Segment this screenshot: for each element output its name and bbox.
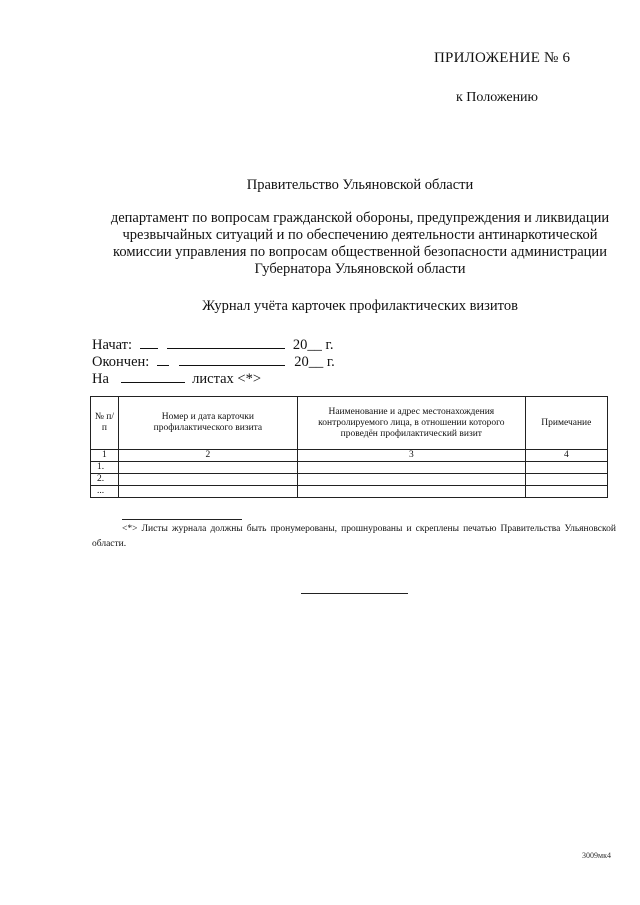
ended-field bbox=[92, 353, 335, 371]
column-number: 3 bbox=[297, 450, 525, 462]
header-note: Примечание bbox=[525, 397, 607, 450]
table-cell bbox=[297, 462, 525, 474]
table-cell bbox=[118, 474, 297, 486]
end-divider bbox=[301, 593, 408, 594]
table-row bbox=[91, 462, 608, 474]
department-line: чрезвычайных ситуаций и по обеспечению деятельности антинаркотической bbox=[122, 227, 598, 243]
table-cell bbox=[525, 474, 607, 486]
column-numbering-row bbox=[91, 450, 608, 462]
footnote-text: <*> Листы журнала должны быть пронумерованы, прошнурованы и скреплены печатью Правительства Ульяновской области. bbox=[92, 524, 616, 549]
table-row bbox=[91, 486, 608, 498]
sheets-prefix: На bbox=[92, 371, 109, 387]
table-cell bbox=[297, 486, 525, 498]
started-month-blank bbox=[167, 336, 285, 349]
table-row bbox=[91, 474, 608, 486]
journal-table bbox=[90, 396, 608, 498]
table-cell bbox=[118, 462, 297, 474]
ended-year: 20__ г. bbox=[294, 354, 335, 370]
department-name bbox=[80, 210, 640, 278]
journal-title: Журнал учёта карточек профилактических визитов bbox=[202, 298, 518, 314]
started-day-blank bbox=[140, 336, 158, 349]
column-number: 4 bbox=[525, 450, 607, 462]
table-cell bbox=[297, 474, 525, 486]
row-number: ... bbox=[91, 486, 119, 498]
government-name: Правительство Ульяновской области bbox=[246, 177, 474, 193]
table-cell bbox=[525, 486, 607, 498]
table-header-row bbox=[91, 397, 608, 450]
ended-month-blank bbox=[179, 353, 285, 366]
started-label: Начат: bbox=[92, 337, 133, 353]
column-number: 1 bbox=[91, 450, 119, 462]
footnote-divider bbox=[122, 519, 242, 520]
ended-day-blank bbox=[157, 353, 169, 366]
department-line: комиссии управления по вопросам общественной безопасности администрации bbox=[113, 244, 607, 260]
sheets-count-blank bbox=[121, 370, 185, 383]
header-number: № п/п bbox=[91, 397, 119, 450]
column-number: 2 bbox=[118, 450, 297, 462]
started-field bbox=[92, 336, 333, 354]
table-cell bbox=[118, 486, 297, 498]
document-code: 3009мк4 bbox=[582, 851, 611, 860]
row-number: 1. bbox=[91, 462, 119, 474]
row-number: 2. bbox=[91, 474, 119, 486]
sheets-field bbox=[92, 370, 261, 388]
started-year: 20__ г. bbox=[292, 337, 334, 353]
department-line: Губернатора Ульяновской области bbox=[254, 261, 466, 277]
appendix-title: ПРИЛОЖЕНИЕ № 6 bbox=[434, 50, 571, 66]
sheets-suffix: листах <*> bbox=[192, 371, 262, 387]
ended-label: Окончен: bbox=[92, 354, 150, 370]
appendix-reference: к Положению bbox=[456, 90, 539, 105]
header-card-number-date: Номер и дата карточки профилактического визита bbox=[118, 397, 297, 450]
table-cell bbox=[525, 462, 607, 474]
header-name-address: Наименование и адрес местонахождения контролируемого лица, в отношении которого проведён профилактический визит bbox=[297, 397, 525, 450]
department-line: департамент по вопросам гражданской обороны, предупреждения и ликвидации bbox=[110, 210, 610, 226]
